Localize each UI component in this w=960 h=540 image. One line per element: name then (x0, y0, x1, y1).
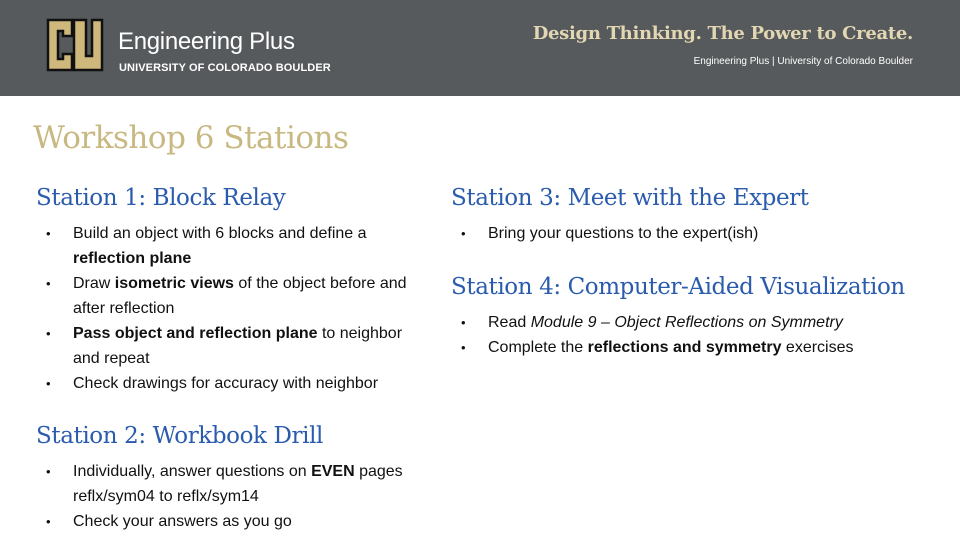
bullet-text: Bring your questions to the expert(ish) (488, 225, 759, 242)
page-title: Workshop 6 Stations (33, 120, 349, 156)
bullet-item (36, 271, 426, 321)
bullet-item (451, 335, 931, 360)
bullet-item (36, 321, 426, 371)
bullet-text: Build an object with 6 blocks and define a (73, 225, 367, 242)
bullet-item (451, 310, 931, 335)
bullet-item (451, 221, 931, 246)
bullet-text: Module 9 – Object Reflections on Symmetry (530, 314, 843, 331)
station-2-list (36, 459, 426, 534)
header-subtagline: Engineering Plus | University of Colorado Boulder (693, 56, 913, 67)
bullet-text: Draw (73, 275, 115, 292)
bullet-text: to neighbor and repeat (73, 325, 403, 367)
bullet-item (36, 509, 426, 534)
bullet-text: EVEN (311, 463, 355, 480)
bullet-text: isometric views (114, 275, 234, 292)
station-4-heading: Station 4: Computer-Aided Visualization (451, 274, 905, 300)
bullet-text: Check your answers as you go (73, 513, 292, 530)
bullet-text: Individually, answer questions on (73, 463, 312, 480)
bullet-text: pages reflx/sym04 to reflx/sym14 (73, 463, 403, 505)
bullet-text: exercises (781, 339, 854, 356)
header-bar (0, 0, 960, 96)
bullet-item (36, 221, 426, 271)
bullet-text: Complete the (488, 339, 588, 356)
bullet-text: Pass object and reflection plane (73, 325, 318, 342)
station-1-list (36, 221, 426, 396)
header-tagline: Design Thinking. The Power to Create. (532, 23, 913, 44)
bullet-text: reflection plane (73, 250, 192, 267)
bullet-text: Read (488, 314, 531, 331)
station-3-list (451, 221, 931, 246)
station-1-heading: Station 1: Block Relay (36, 185, 286, 211)
bullet-text: reflections and symmetry (587, 339, 782, 356)
bullet-item (36, 371, 426, 396)
brand-subtitle: UNIVERSITY OF COLORADO BOULDER (119, 62, 331, 74)
bullet-text: Check drawings for accuracy with neighbor (73, 375, 379, 392)
brand-name: Engineering Plus (118, 28, 295, 55)
bullet-item (36, 459, 426, 509)
station-2-heading: Station 2: Workbook Drill (36, 423, 324, 449)
station-3-heading: Station 3: Meet with the Expert (451, 185, 809, 211)
bullet-text: of the object before and after reflection (73, 275, 407, 317)
station-4-list (451, 310, 931, 360)
cu-logo-icon (44, 16, 106, 74)
